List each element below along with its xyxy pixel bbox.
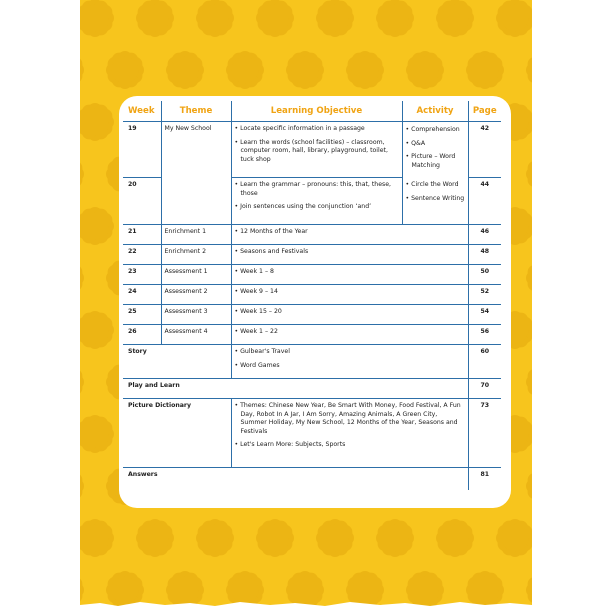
flower-shape (406, 51, 444, 89)
table-row (123, 245, 501, 265)
flower-shape (376, 519, 414, 557)
flower-shape (80, 103, 114, 141)
flower-shape (496, 0, 532, 37)
objective-item: • Week 15 – 20 (235, 308, 465, 317)
objective-item: • Let's Learn More: Subjects, Sports (235, 441, 465, 450)
objective-cell (231, 345, 468, 379)
week-number: 25 (123, 305, 161, 325)
activity-item: • Circle the Word (406, 181, 465, 190)
flower-shape (466, 51, 504, 89)
flower-shape (316, 0, 354, 37)
objective-item: • Week 9 – 14 (235, 288, 465, 297)
objective-item: • Join sentences using the conjunction ‘and’ (235, 203, 399, 212)
objective-cell (231, 245, 468, 265)
table-row-story (123, 345, 501, 379)
activity-item: • Picture – Word Matching (406, 153, 465, 170)
week-number: 26 (123, 325, 161, 345)
flower-shape (80, 207, 114, 245)
objective-item: • Seasons and Festivals (235, 248, 465, 257)
page-number: 48 (468, 245, 501, 265)
section-label: Play and Learn (123, 379, 468, 399)
week-number: 21 (123, 225, 161, 245)
objective-item: • Week 1 – 22 (235, 328, 465, 337)
flower-shape (80, 0, 114, 37)
flower-shape (346, 51, 384, 89)
objective-item: • Themes: Chinese New Year, Be Smart With Money, Food Festival, A Fun Day, Robot In A Jar, I Am Sorry, Amazing Animals, A Green City, Summer Holiday, My New School, 12 Months of the Year, Seasons and Festivals (235, 402, 465, 436)
page-number: 42 (468, 122, 501, 178)
flower-shape (80, 519, 114, 557)
page-number: 54 (468, 305, 501, 325)
flower-shape (526, 259, 532, 297)
flower-shape (526, 467, 532, 505)
header-learning-objective: Learning Objective (231, 101, 402, 122)
section-label: Picture Dictionary (123, 399, 231, 468)
flower-shape (436, 519, 474, 557)
flower-shape (526, 51, 532, 89)
page-number: 81 (468, 468, 501, 490)
flower-shape (80, 363, 84, 401)
header-activity: Activity (402, 101, 468, 122)
theme-cell: Assessment 4 (161, 325, 231, 345)
objective-item: • Locate specific information in a passage (235, 125, 399, 134)
table-row-play-and-learn (123, 379, 501, 399)
week-number: 23 (123, 265, 161, 285)
flower-shape (136, 0, 174, 37)
page-number: 73 (468, 399, 501, 468)
flower-shape (256, 0, 294, 37)
flower-shape (526, 363, 532, 401)
flower-shape (496, 519, 532, 557)
page-number: 60 (468, 345, 501, 379)
activity-item: • Sentence Writing (406, 195, 465, 204)
table-row (123, 285, 501, 305)
header-page: Page (468, 101, 501, 122)
theme-cell: Assessment 2 (161, 285, 231, 305)
flower-shape (80, 51, 84, 89)
objective-cell (231, 325, 468, 345)
flower-shape (286, 51, 324, 89)
page-number: 46 (468, 225, 501, 245)
flower-shape (226, 51, 264, 89)
torn-paper-edge (80, 597, 532, 615)
theme-cell: My New School (161, 122, 231, 225)
theme-cell: Assessment 3 (161, 305, 231, 325)
page-number: 70 (468, 379, 501, 399)
page-number: 52 (468, 285, 501, 305)
week-number: 20 (123, 178, 161, 225)
objective-cell (231, 285, 468, 305)
week-number: 24 (123, 285, 161, 305)
objective-cell (231, 399, 468, 468)
objective-cell (231, 225, 468, 245)
objective-cell (231, 122, 402, 178)
flower-shape (316, 519, 354, 557)
objective-cell (231, 265, 468, 285)
flower-shape (80, 415, 114, 453)
page-number: 50 (468, 265, 501, 285)
objective-item: • Word Games (235, 362, 465, 371)
section-label: Answers (128, 471, 158, 478)
flower-shape (526, 155, 532, 193)
flower-shape (166, 51, 204, 89)
table-row (123, 122, 501, 178)
table-row (123, 325, 501, 345)
activity-cell (402, 122, 468, 225)
page-number: 56 (468, 325, 501, 345)
flower-shape (80, 155, 84, 193)
theme-cell: Enrichment 2 (161, 245, 231, 265)
theme-cell: Assessment 1 (161, 265, 231, 285)
contents-table (123, 101, 501, 490)
week-number: 22 (123, 245, 161, 265)
objective-cell (231, 178, 402, 225)
flower-shape (80, 259, 84, 297)
page-number: 44 (468, 178, 501, 225)
flower-shape (106, 51, 144, 89)
flower-shape (136, 519, 174, 557)
flower-shape (80, 311, 114, 349)
flower-shape (196, 519, 234, 557)
flower-shape (436, 0, 474, 37)
objective-item: • Gulbear's Travel (235, 348, 465, 357)
objective-item: • Learn the grammar – pronouns: this, that, these, those (235, 181, 399, 198)
activity-item: • Q&A (406, 140, 465, 149)
table-row (123, 225, 501, 245)
objective-item: • Week 1 – 8 (235, 268, 465, 277)
flower-shape (256, 519, 294, 557)
flower-shape (376, 0, 414, 37)
table-header-row (123, 101, 501, 122)
objective-item: • 12 Months of the Year (235, 228, 465, 237)
objective-item: • Learn the words (school facilities) – classroom, computer room, hall, library, playground, toilet, tuck shop (235, 139, 399, 165)
activity-item: • Comprehension (406, 126, 465, 135)
table-row (123, 305, 501, 325)
header-week: Week (123, 101, 161, 122)
week-number: 19 (123, 122, 161, 178)
table-row-picture-dictionary (123, 399, 501, 468)
section-label: Story (123, 345, 231, 379)
theme-cell: Enrichment 1 (161, 225, 231, 245)
objective-cell (231, 305, 468, 325)
flower-shape (80, 467, 84, 505)
table-row-answers (123, 468, 501, 490)
header-theme: Theme (161, 101, 231, 122)
flower-shape (196, 0, 234, 37)
table-row (123, 265, 501, 285)
